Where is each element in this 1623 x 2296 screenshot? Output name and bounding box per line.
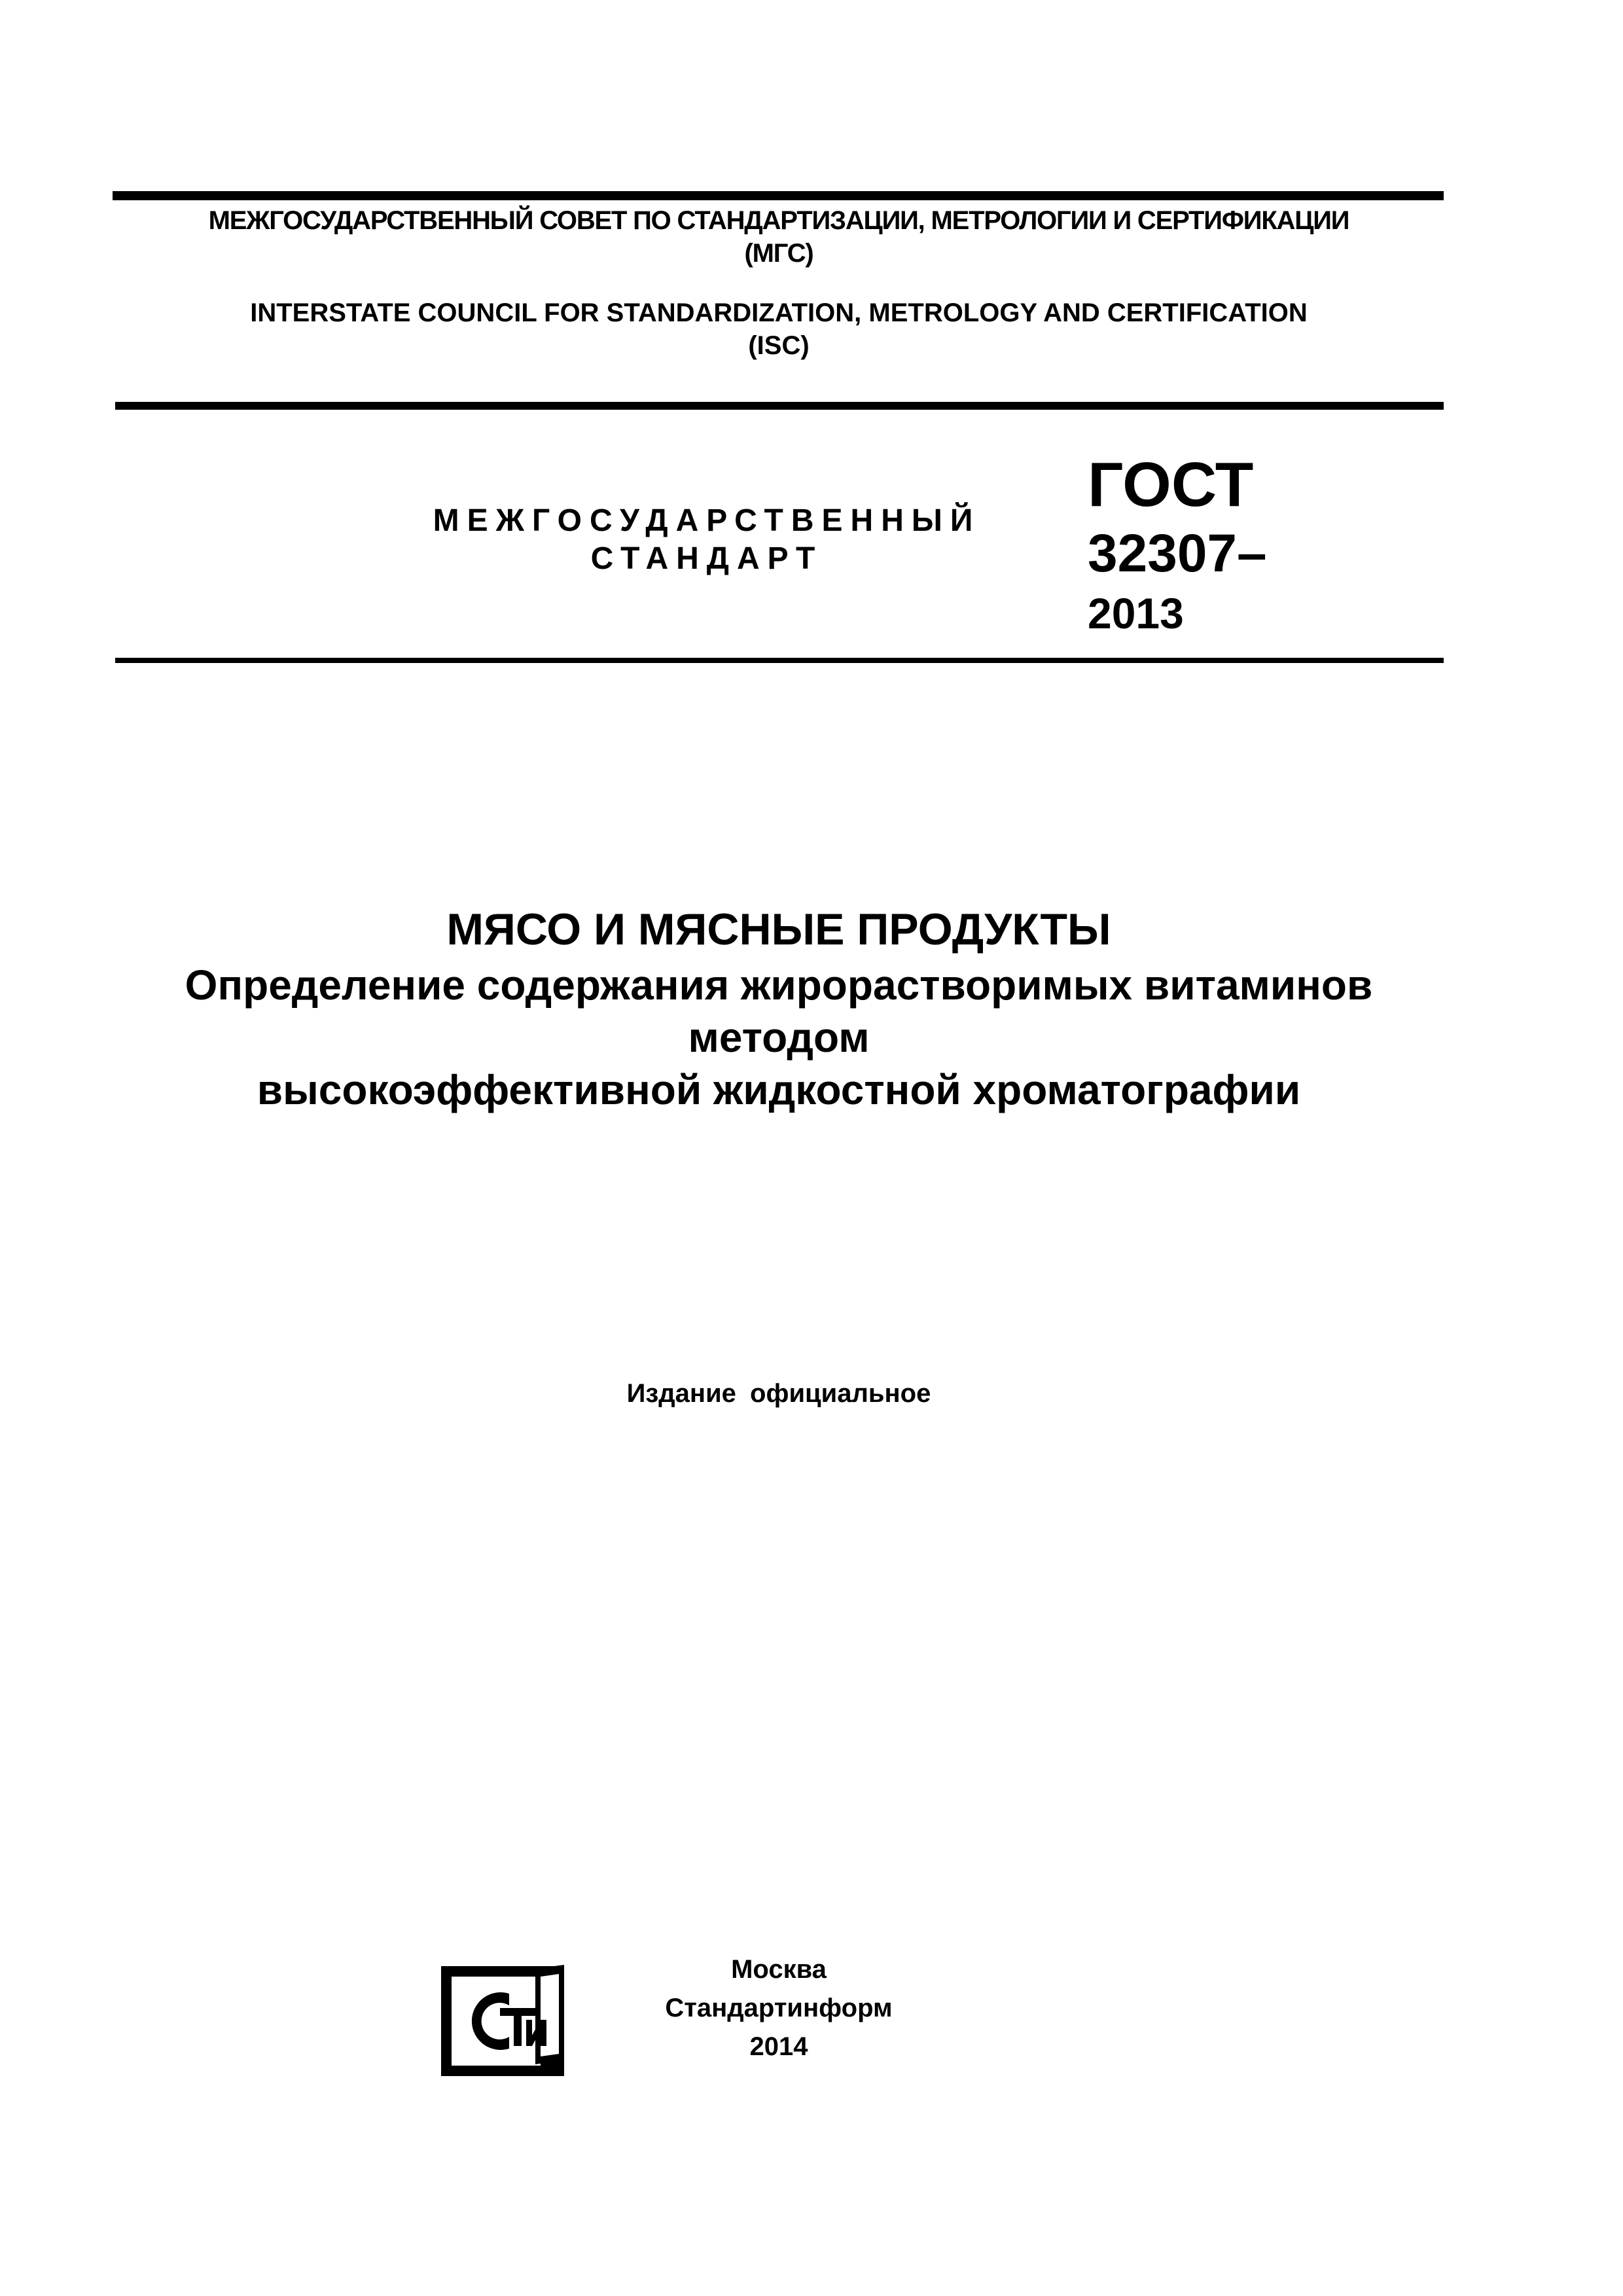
imprint-city: Москва bbox=[731, 1955, 827, 1984]
gost-year: 2013 bbox=[1088, 589, 1184, 637]
council-name-en-text: INTERSTATE COUNCIL FOR STANDARDIZATION, METROLOGY AND CERTIFICATION bbox=[250, 298, 1308, 327]
middle-rule bbox=[115, 402, 1444, 410]
bottom-rule bbox=[115, 658, 1444, 663]
imprint-year: 2014 bbox=[749, 2032, 808, 2061]
standard-label-line1: МЕЖГОСУДАРСТВЕННЫЙ bbox=[433, 503, 981, 538]
document-subtitle-line1: Определение содержания жирорастворимых витаминов bbox=[185, 961, 1373, 1009]
document-subtitle-line3: высокоэффективной жидкостной хроматографии bbox=[257, 1066, 1301, 1113]
council-name-ru-text: МЕЖГОСУДАРСТВЕННЫЙ СОВЕТ ПО СТАНДАРТИЗАЦИИ, МЕТРОЛОГИИ И СЕРТИФИКАЦИИ bbox=[208, 206, 1349, 235]
council-abbr-ru: (МГС) bbox=[744, 239, 813, 268]
council-abbr-en: (ISC) bbox=[748, 331, 810, 360]
gost-number: 32307– bbox=[1088, 524, 1267, 583]
standard-label-line2: СТАНДАРТ bbox=[590, 541, 823, 576]
edition-note: Издание официальное bbox=[626, 1379, 931, 1408]
imprint-publisher: Стандартинформ bbox=[665, 1994, 893, 2022]
gost-prefix: ГОСТ bbox=[1088, 450, 1254, 520]
council-name-en bbox=[0, 296, 1558, 362]
top-rule bbox=[113, 191, 1444, 200]
standartinform-logo-icon bbox=[437, 1962, 568, 2080]
document-title: МЯСО И МЯСНЫЕ ПРОДУКТЫ bbox=[446, 905, 1111, 954]
document-subtitle-line2: методом bbox=[688, 1014, 870, 1061]
council-name-ru bbox=[0, 204, 1558, 270]
